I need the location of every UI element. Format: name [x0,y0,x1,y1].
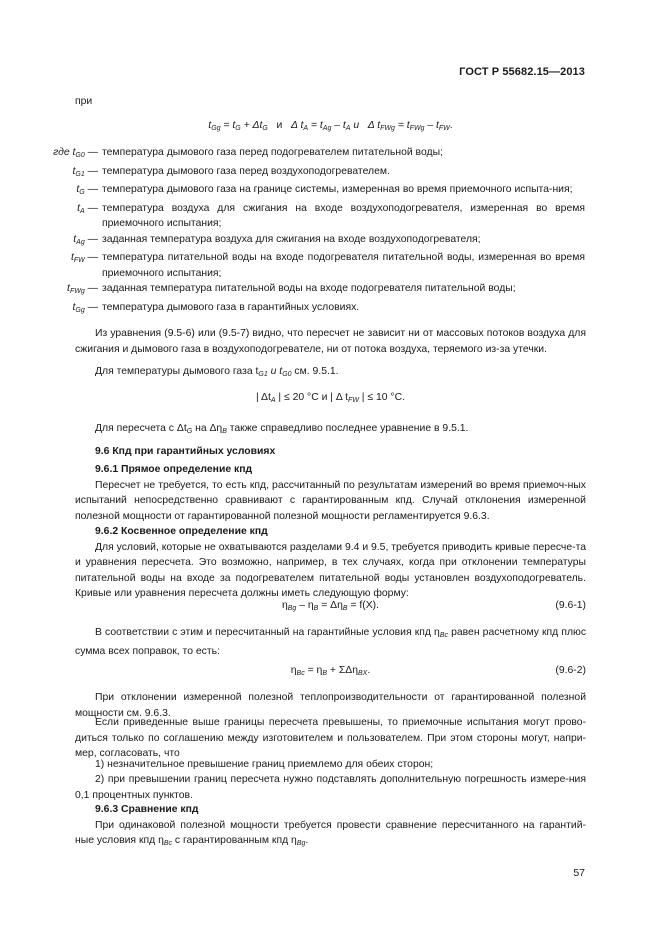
subsection-heading: 9.6.2 Косвенное определение кпд [95,526,268,537]
definition-item: $t_{FW}$ — температура питательной воды на входе подогревателя питательной воды, измеренная во время приемочного испытания; [70,252,585,279]
definition-item: $t_G$ — температура дымового газа на границе системы, измеренная во время приемочного испыта-ния; [76,184,573,196]
page-number: 57 [573,867,585,879]
paragraph: Для температуры дымового газа $t_{G1}$ и $t_{G0}$ см. 9.5.1. [95,366,339,378]
subsection-961 [75,462,586,524]
paragraph: При одинаковой полезной мощности требуется провести сравнение пересчитанного на гарантий-ные условия кпд $\eta_{Bc}$ с гарантированным кпд $\eta_{Bg}$. [75,819,586,847]
paragraph: Пересчет не требуется, то есть кпд, рассчитанный по результатам измерений во время приемоч-ных испытаний непосредственно сравнивают с гарантированным кпд. Случай отклонения измеренной полезной мощности от гарантированной полезной мощности регламентируется 9.6.3. [75,479,586,522]
definition-item: $t_{G1}$ — температура дымового газа перед воздухоподогревателем. [72,165,390,178]
intro-word: при [75,96,93,107]
definitions-list [45,145,585,318]
equation-limits: | $\Delta t_A$ | ≤ 20 °C и | Δ $t_{FW}$ | ≤ 10 °C. [256,392,405,404]
list-item: 1) незначительное превышение границ приемлемо для обеих сторон; [95,759,434,770]
definition-item: $t_{Gg}$ — температура дымового газа в гарантийных условиях. [72,301,360,314]
paragraph: Если приведенные выше границы пересчета превышены, то приемочные испытания могут прово-диться только по соглашению между изготовителем и пользователем. При этом стороны могут, напри-мер, согласовать, что [75,717,586,759]
definition-item: $t_A$ — температура воздуха для сжигания на входе воздухоподогревателя, измеренная во время приемочного испытания; [77,202,585,229]
paragraph: При отклонении измеренной полезной теплопроизводительности от гарантированной полезной мощности см. 9.6.3. [75,692,586,719]
definition-item: где $t_{G0}$ — температура дымового газа перед подогревателем питательной воды; [53,147,443,159]
standard-header: ГОСТ Р 55682.15—2013 [459,66,585,78]
equation-962: $\eta_{Bc} = \eta_B + \Sigma\Delta\eta_{BX}$. (9.6-2) [290,665,586,677]
equation-961: $\eta_{Bg} - \eta_B = \Delta\eta_B = f(X)$. (9.6-1) [281,600,586,612]
subsection-963 [75,802,586,852]
list-item: 2) при превышении границ пересчета нужно подставлять дополнительную погрешность измере-ния 0,1 процентных пунктов. [75,774,586,801]
subsection-heading: 9.6.1 Прямое определение кпд [95,464,253,475]
equation-number: (9.6-1) [555,600,586,611]
paragraph: Для пересчета с $\Delta t_G$ на $\Delta\eta_B$ также справедливо последнее уравнение в 9.5.1. [95,423,469,435]
section-heading: 9.6 Кпд при гарантийных условиях [95,446,276,457]
paragraph: Из уравнения (9.5-6) или (9.5-7) видно, что пересчет не зависит ни от массовых потоков воздуха для сжигания и дымового газа в воздухоподогревателе, ни от потока воздуха, теряемого из-за утечки. [75,328,586,355]
definition-item: $t_{FWg}$ — заданная температура питательной воды на входе подогревателя питательной воды; [67,283,516,295]
equation-number: (9.6-2) [555,665,586,676]
paragraph: Для условий, которые не охватываются разделами 9.4 и 9.5, требуется приводить кривые пересче-та и уравнения пересчета. Это возможно, например, в тех случаях, когда при отклонении температуры питательной воды на входе за подогревателем питательной воды установлен воздухоподогреватель. Кривые или уравнения пересчета должны иметь следующую форму: [75,541,586,599]
definition-item: $t_{Ag}$ — заданная температура воздуха для сжигания на входе воздухоподогревателя; [73,233,481,246]
subsection-heading: 9.6.3 Сравнение кпд [95,804,199,815]
subsection-962 [75,524,586,602]
paragraph: В соответствии с этим и пересчитанный на гарантийные условия кпд $\eta_{Bc}$ равен расчетному кпд плюс сумма всех поправок, то есть: [75,627,587,657]
equation-main: $t_{Gg} = t_G + \Delta t_G$ и Δ $t_A = t_{Ag} - t_A$ и Δ $t_{FWg} = t_{FWg} - t_{FW}$. [208,120,453,132]
